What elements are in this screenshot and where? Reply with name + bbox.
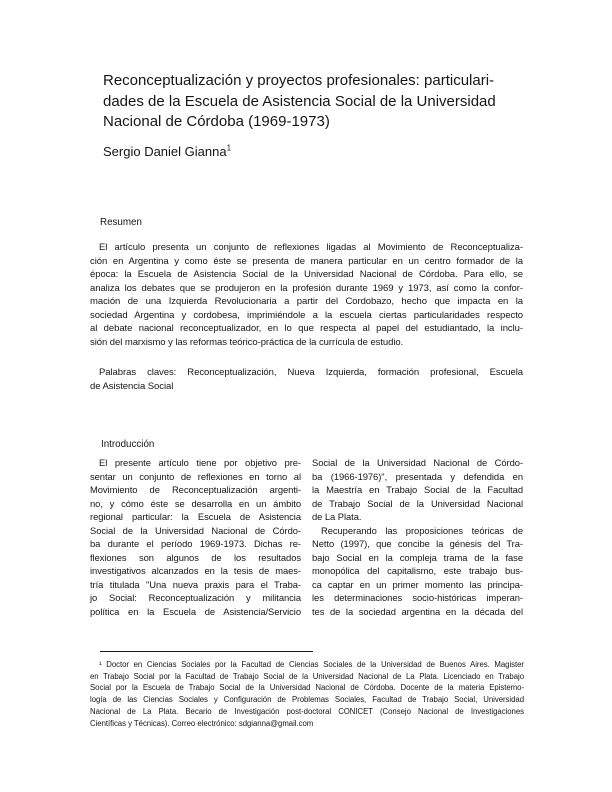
keywords-paragraph [90, 366, 523, 393]
text-line: monopólica del capitalismo, este trabajo bus- [312, 565, 523, 576]
text-line: flexiones son algunos de los resultados [90, 551, 301, 563]
text-line: El presente artículo tiene por objetivo pre- [99, 457, 301, 468]
text-line: tes de la sociedad argentina en la década del [312, 605, 523, 617]
text-line: Social por la Escuela de Trabajo Social de la Universidad Nacional de Córdoba. Docente de la materia Epistemo- [90, 683, 524, 693]
text-line: ba (1966-1976)", presentada y defendida en [312, 470, 523, 482]
text-line: de La Plata. [312, 511, 362, 522]
text-line: Reconceptualización y proyectos profesionales: particulari- [103, 72, 495, 89]
author-line [103, 144, 231, 160]
text-line: bajo Social en la compleja trama de la fase [312, 551, 523, 563]
text-line: Palabras claves: Reconceptualización, Nueva Izquierda, formación profesional, Escuela [99, 367, 523, 378]
text-line: mación de una Izquierda Revolucionaria a partir del Cordobazo, hecho que impacta en la [90, 296, 523, 307]
text-line: El artículo presenta un conjunto de reflexiones ligadas al Movimiento de Reconceptualiza- [99, 242, 523, 253]
text-line: analiza los debates que se produjeron en la profesión durante 1969 y 1973, así como la confor- [90, 282, 523, 294]
text-line: época: la Escuela de Asistencia Social de la Universidad Nacional de Córdoba. Para ello, se [90, 269, 523, 280]
text-line: Social de la Universidad Nacional de Córdo- [90, 524, 301, 536]
text-line: les determinaciones socio-históricas imperan- [312, 592, 523, 603]
text-line: jo Social: Reconceptualización y militancia [90, 592, 301, 603]
author-footnote-ref: 1 [226, 143, 232, 153]
introduction-right-column [312, 456, 523, 618]
text-line: sión del marxismo y las reformas teórico-práctica de la currícula de estudio. [90, 336, 404, 348]
text-line: la Maestría en Trabajo Social de la Facultad [312, 484, 523, 495]
footnote-separator-rule [100, 651, 313, 652]
text-line: regional particular: la Escuela de Asistencia [90, 511, 301, 522]
author-name: Sergio Daniel Gianna [103, 144, 227, 159]
text-line: no, y cómo éste se desarrolla en un ámbito [90, 497, 301, 509]
text-line: sentar un conjunto de reflexiones en torno al [90, 470, 301, 482]
text-line: Movimiento de Reconceptualización argenti- [90, 484, 301, 495]
footnote-paragraph [90, 659, 524, 729]
text-line: ¹ Doctor en Ciencias Sociales por la Facultad de Ciencias Sociales de la Universidad de Buenos Aires. Magister [99, 660, 524, 669]
text-line: logía de las Ciencias Sociales y Configuración de Problemas Sociales, Facultad de Trabajo Social, Universidad [90, 695, 524, 705]
text-line: de Asistencia Social [90, 380, 174, 392]
text-line: en Trabajo Social por la Facultad de Trabajo Social de la Universidad Nacional de La Plata. Licenciado en Trabajo [90, 671, 524, 681]
text-line: Social de la Universidad Nacional de Córdo- [312, 457, 523, 468]
text-line: ca captar en un primer momento las principa- [312, 578, 523, 590]
text-line: sociedad Argentina y cordobesa, imprimiéndole a la escuela ciertas particularidades respecto [90, 309, 523, 321]
text-line: Netto (1997), que concibe la génesis del Tra- [312, 538, 523, 549]
text-line: dades de la Escuela de Asistencia Social de la Universidad [103, 92, 496, 110]
text-line: ción en Argentina y como éste se presenta de manera particular en un centro formador de la [90, 255, 523, 267]
introduction-heading: Introducción [101, 439, 155, 450]
article-title [103, 71, 543, 133]
text-line: Nacional de Córdoba (1969-1973) [103, 113, 330, 130]
text-line: investigativos alcanzados en la tesis de maes- [90, 565, 301, 576]
text-line: Científicas y Técnicas). Correo electrónico: sdgianna@gmail.com [90, 718, 314, 728]
introduction-left-column [90, 456, 301, 618]
text-line: Recuperando las proposiciones teóricas de [321, 524, 523, 536]
text-line: política en la Escuela de Asistencia/Servicio [90, 605, 301, 617]
text-line: de Trabajo Social de la Universidad Nacional [312, 497, 523, 509]
text-line: Nacional de La Plata. Becario de Investigación post-doctoral CONICET (Consejo Nacional de Investigaciones [90, 706, 524, 716]
text-line: al debate nacional reconceptualizador, en lo que respecta al papel del estudiantado, la inclu- [90, 323, 523, 334]
text-line: tría titulada "Una nueva praxis para el Traba- [90, 578, 301, 590]
abstract-paragraph [90, 241, 523, 349]
abstract-heading: Resumen [100, 217, 142, 228]
text-line: ba durante el período 1969-1973. Dichas re- [90, 538, 301, 549]
